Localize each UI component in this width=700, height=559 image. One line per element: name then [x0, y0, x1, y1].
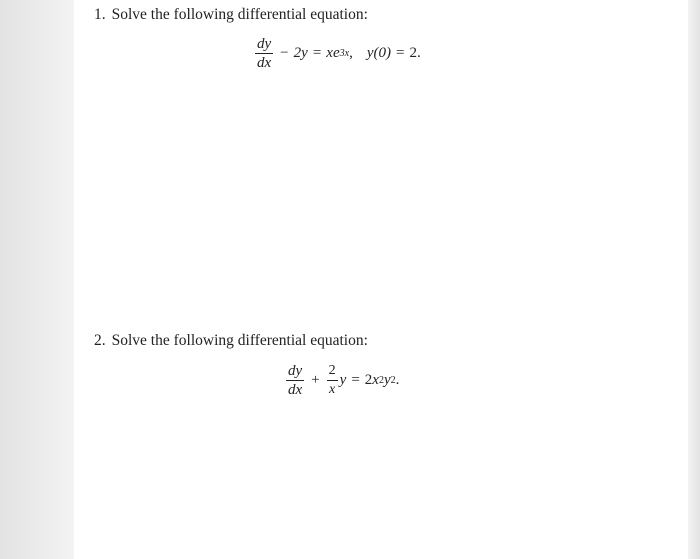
rhs-y: y	[383, 372, 391, 388]
derivative-fraction	[286, 363, 304, 398]
rhs-x: x	[326, 45, 333, 61]
rhs-e: e	[332, 45, 340, 61]
problem-text: Solve the following differential equation:	[111, 332, 368, 349]
term-2y: 2y	[293, 45, 308, 61]
period: .	[395, 372, 400, 388]
fraction-denominator: dx	[288, 382, 303, 398]
page-shadow-right	[688, 0, 700, 559]
fraction-numerator: dy	[257, 36, 272, 52]
rhs-x: x	[372, 372, 379, 388]
coefficient-numerator: 2	[327, 363, 338, 381]
coefficient-denominator: x	[329, 382, 336, 397]
term-y: y	[339, 372, 347, 388]
page-shadow-left	[0, 0, 74, 559]
minus-sign: −	[280, 45, 289, 61]
plus-sign: +	[311, 372, 320, 388]
equals-sign: =	[312, 45, 322, 61]
problem-2-equation: $\frac{dy}{dx}$ + $\frac{2}{x}$ y = 2 x 2 y 2 .	[288, 363, 400, 398]
initial-condition-lhs: y(0)	[366, 45, 391, 61]
problem-2-prompt	[94, 332, 368, 350]
derivative-fraction	[255, 36, 273, 71]
problem-text: Solve the following differential equation:	[111, 6, 368, 23]
problem-number: 2.	[94, 332, 106, 349]
coefficient-fraction	[327, 363, 338, 398]
problem-1-equation: $\frac{dy}{dx}$ − 2y = x e 3x , y(0) = 2.	[257, 36, 421, 71]
ic-equals-sign: =	[395, 45, 405, 61]
equals-sign: =	[351, 372, 360, 388]
rhs-coefficient: 2	[364, 372, 373, 388]
problem-number: 1.	[94, 6, 106, 23]
fraction-numerator: dy	[288, 363, 303, 379]
initial-condition-rhs: 2.	[409, 45, 421, 61]
problem-1-prompt	[94, 6, 368, 24]
document-page	[74, 0, 688, 559]
comma: ,	[349, 45, 353, 61]
fraction-denominator: dx	[257, 55, 272, 71]
